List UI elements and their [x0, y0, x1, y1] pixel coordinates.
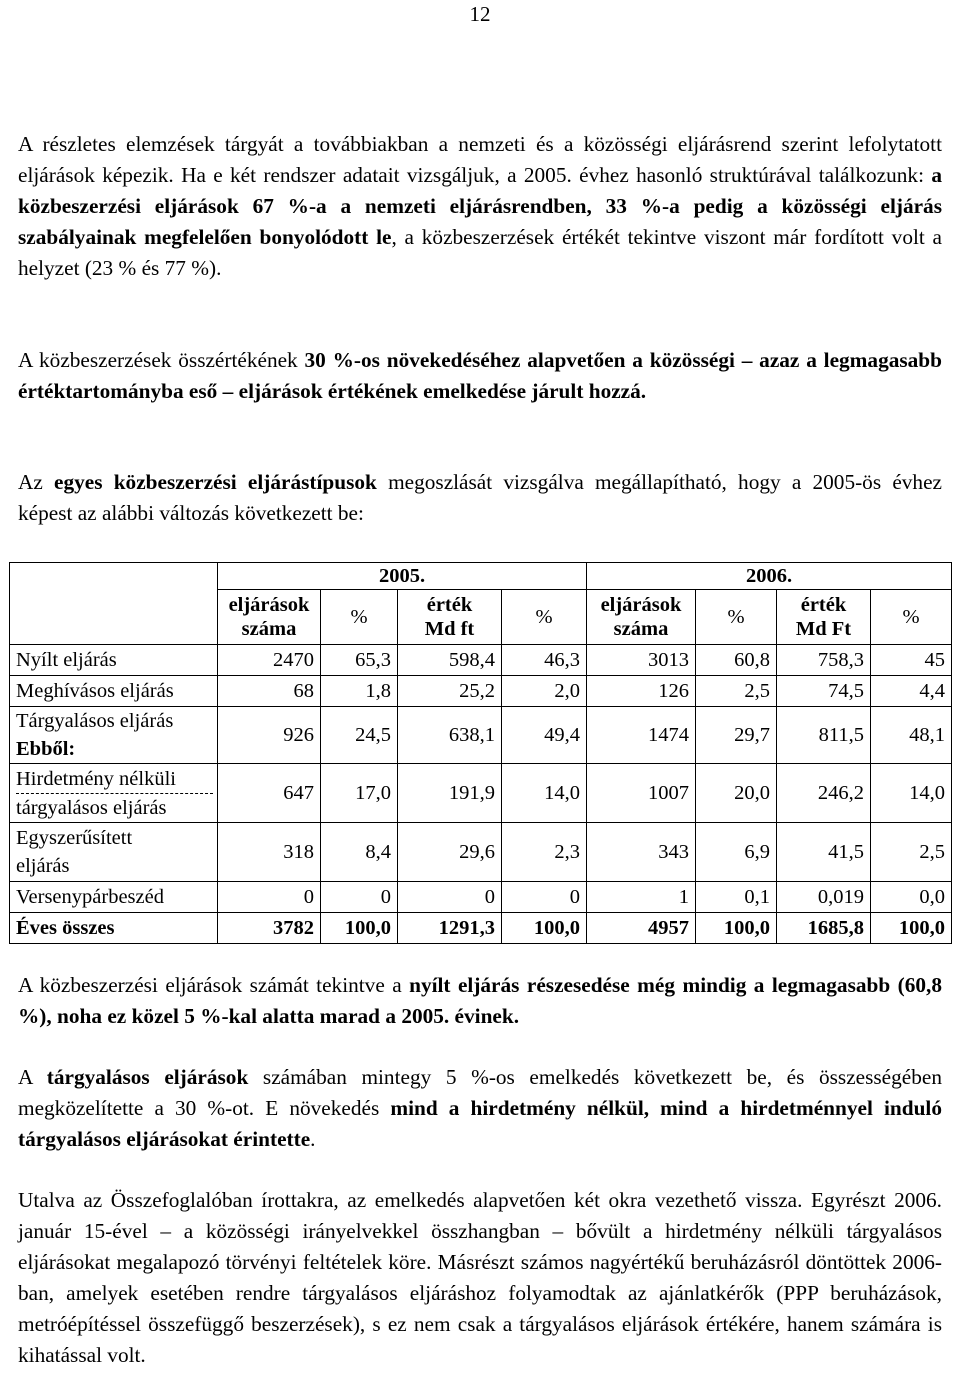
table-cell: 638,1	[398, 707, 502, 764]
row-label: Egyszerűsített eljárás	[10, 823, 218, 882]
table-cell: 246,2	[777, 764, 871, 823]
table-cell: 14,0	[871, 764, 952, 823]
table-cell: 1,8	[321, 676, 398, 707]
row-label: Éves összes	[10, 913, 218, 944]
table-cell: 65,3	[321, 645, 398, 676]
procedure-types-table	[9, 562, 952, 944]
table-cell: 4957	[587, 913, 696, 944]
table-cell: 758,3	[777, 645, 871, 676]
table-cell: 29,6	[398, 823, 502, 882]
year-2005-header: 2005.	[218, 563, 587, 590]
table-row	[10, 645, 952, 676]
text-run: A részletes elemzések tárgyát a továbbiakban a nemzeti és a közösségi eljárásrend szerint lefolytatott eljárások képezik. Ha e két rendszer adatait vizsgáljuk, a 2005. évhez hasonló struktúrával találkozunk:	[18, 132, 942, 187]
text-run: 30 %-os növekedéséhez alapvetően a közösségi – azaz a legmagasabb értéktartományba eső – eljárások értékének emelkedése járult hozzá.	[18, 348, 942, 403]
text-run: , a közbeszerzések értékét tekintve viszont már fordított volt a helyzet (23 % és 77 %).	[18, 225, 943, 280]
table-cell: 3782	[218, 913, 321, 944]
col-pct-count-2006: %	[696, 590, 777, 645]
table-cell: 0,0	[871, 882, 952, 913]
table-cell: 191,9	[398, 764, 502, 823]
table-cell: 926	[218, 707, 321, 764]
text-run: A közbeszerzések összértékének	[18, 348, 305, 372]
table-row	[10, 707, 952, 764]
row-label: Nyílt eljárás	[10, 645, 218, 676]
table-cell: 0	[218, 882, 321, 913]
text-run: tárgyalásos eljárások	[46, 1065, 249, 1089]
paragraph-targyalasos-eljarasok	[18, 1062, 942, 1155]
col-pct-value-2005: %	[502, 590, 587, 645]
table-row	[10, 764, 952, 823]
col-value-2005: érték Md ft	[398, 590, 502, 645]
table-cell: 4,4	[871, 676, 952, 707]
row-label: Tárgyalásos eljárás Ebből:	[10, 707, 218, 764]
table-cell: 0	[398, 882, 502, 913]
table-cell: 6,9	[696, 823, 777, 882]
text-run: Az	[18, 470, 55, 494]
paragraph-osszertek-novekedes	[18, 345, 942, 407]
text-run: Utalva az Összefoglalóban írottakra, az emelkedés alapvetően két okra vezethető vissza. Egyrészt 2006. január 15-ével – a közösségi irányelvekkel összhangban – bővült a hirdetmény nélküli tárgyalásos eljárásokat megalapozó törvényi feltételek köre. Másrészt számos nagyértékű beruházásról döntöttek 2006-ban, amelyek esetében rendre tárgyalásos eljáráshoz folyamodtak az ajánlatkérők (PPP beruházások, metróépítéssel összefüggő beszerzések), s ez nem csak a tárgyalásos eljárások értékére, hanem számára is kihatással volt.	[18, 1188, 942, 1367]
year-2006-header: 2006.	[587, 563, 952, 590]
table-cell: 100,0	[696, 913, 777, 944]
table-cell: 2470	[218, 645, 321, 676]
table-cell: 60,8	[696, 645, 777, 676]
table-cell: 1474	[587, 707, 696, 764]
col-pct-value-2006: %	[871, 590, 952, 645]
row-label: Versenypárbeszéd	[10, 882, 218, 913]
table-cell: 68	[218, 676, 321, 707]
table-cell: 1	[587, 882, 696, 913]
row-label: Meghívásos eljárás	[10, 676, 218, 707]
table-cell: 598,4	[398, 645, 502, 676]
table-cell: 2,3	[502, 823, 587, 882]
table-cell: 8,4	[321, 823, 398, 882]
table-cell: 2,5	[871, 823, 952, 882]
paragraph-eljarastipusok-intro	[18, 467, 942, 529]
row-label: Hirdetmény nélküli tárgyalásos eljárás	[10, 764, 218, 823]
col-pct-count-2005: %	[321, 590, 398, 645]
table-cell: 74,5	[777, 676, 871, 707]
table-cell: 811,5	[777, 707, 871, 764]
table-cell: 3013	[587, 645, 696, 676]
text-run: számában mintegy 5 %-os emelkedés következett be, és összességében megközelítette a 30 %-ot. E növekedés	[18, 1065, 942, 1120]
table-cell: 647	[218, 764, 321, 823]
table-cell: 100,0	[321, 913, 398, 944]
text-run: .	[310, 1127, 316, 1151]
text-run: nyílt eljárás részesedése még mindig a legmagasabb (60,8 %), noha ez közel 5 %-kal alatta marad a 2005. évinek.	[18, 973, 942, 1028]
table-cell: 1291,3	[398, 913, 502, 944]
table-cell: 1685,8	[777, 913, 871, 944]
table-cell: 25,2	[398, 676, 502, 707]
table-row	[10, 882, 952, 913]
col-count-2006: eljárások száma	[587, 590, 696, 645]
text-run: A	[18, 1065, 47, 1089]
page-number: 12	[469, 2, 491, 26]
paragraph-okok	[18, 1185, 942, 1371]
paragraph-nyilt-eljaras	[18, 970, 942, 1032]
table-cell: 2,0	[502, 676, 587, 707]
table-cell: 100,0	[871, 913, 952, 944]
table-cell: 0	[321, 882, 398, 913]
text-run: a közbeszerzési eljárások 67 %-a a nemzeti eljárásrendben, 33 %-a pedig a közösségi eljárás szabályainak megfelelően bonyolódott le	[18, 163, 942, 249]
text-run: egyes közbeszerzési eljárástípusok	[54, 470, 377, 494]
col-count-2005: eljárások száma	[218, 590, 321, 645]
table-cell: 14,0	[502, 764, 587, 823]
table-cell: 0	[502, 882, 587, 913]
table-cell: 45	[871, 645, 952, 676]
text-run: megoszlását vizsgálva megállapítható, hogy a 2005-ös évhez képest az alábbi változás következett be:	[18, 470, 942, 525]
col-value-2006: érték Md Ft	[777, 590, 871, 645]
table-cell: 29,7	[696, 707, 777, 764]
table-cell: 0,019	[777, 882, 871, 913]
table-cell: 126	[587, 676, 696, 707]
table-cell: 100,0	[502, 913, 587, 944]
paragraph-eljarasrendek	[18, 129, 942, 284]
table-cell: 2,5	[696, 676, 777, 707]
table-cell: 1007	[587, 764, 696, 823]
table-cell: 17,0	[321, 764, 398, 823]
table-row	[10, 823, 952, 882]
table-cell: 20,0	[696, 764, 777, 823]
table-cell: 41,5	[777, 823, 871, 882]
table-cell: 49,4	[502, 707, 587, 764]
table-cell: 0,1	[696, 882, 777, 913]
table-cell: 48,1	[871, 707, 952, 764]
table-cell: 24,5	[321, 707, 398, 764]
table-row	[10, 676, 952, 707]
table-cell: 318	[218, 823, 321, 882]
table-row	[10, 913, 952, 944]
text-run: A közbeszerzési eljárások számát tekintve a	[18, 973, 410, 997]
table-cell: 343	[587, 823, 696, 882]
table-cell: 46,3	[502, 645, 587, 676]
text-run: mind a hirdetmény nélkül, mind a hirdetménnyel induló tárgyalásos eljárásokat érintette	[18, 1096, 942, 1151]
